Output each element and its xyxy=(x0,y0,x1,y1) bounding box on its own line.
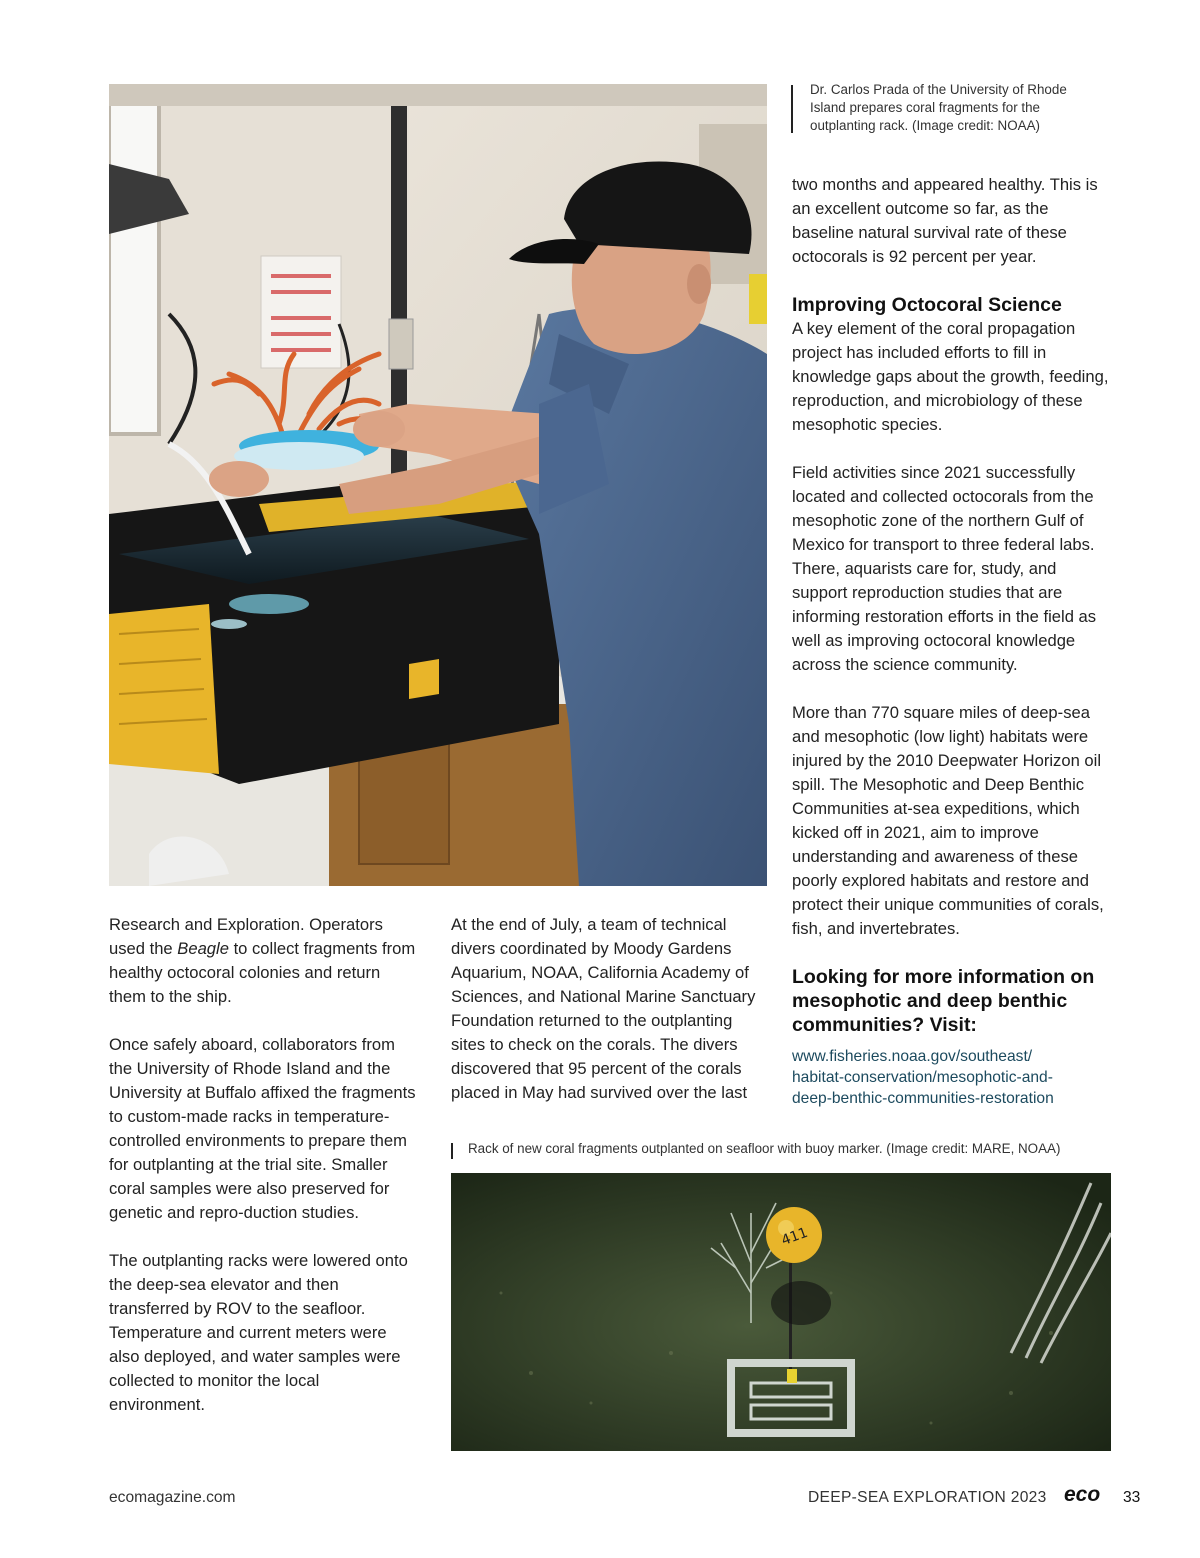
eco-logo: eco xyxy=(1064,1483,1101,1506)
footer-site: ecomagazine.com xyxy=(109,1489,236,1506)
paragraph: Once safely aboard, collaborators from the University of Rhode Island and the University at Buffalo affixed the fragments to custom-made racks in temperature-controlled environments to prepare them for outplanting at the trial site. Smaller coral samples were also preserved for genetic and repro-duction studies. xyxy=(109,1035,416,1222)
column-left xyxy=(109,913,419,1417)
column-middle xyxy=(451,913,769,1105)
caption-rule xyxy=(791,85,793,133)
resource-link-line[interactable]: deep-benthic-communities-restoration xyxy=(792,1090,1054,1107)
section-heading: Improving Octocoral Science xyxy=(792,294,1062,316)
seafloor-photo xyxy=(451,1173,1111,1451)
paragraph-text: Research and Exploration. Operators used the xyxy=(109,915,383,958)
column-right xyxy=(792,173,1112,1109)
paragraph: two months and appeared healthy. This is an excellent outcome so far, as the baseline natural survival rate of these octocorals is 92 percent per year. xyxy=(792,175,1098,266)
photo-caption-top: Dr. Carlos Prada of the University of Rhode Island prepares coral fragments for the outplanting rack. (Image credit: NOAA) xyxy=(810,82,1067,133)
paragraph: At the end of July, a team of technical divers coordinated by Moody Gardens Aquarium, NOAA, California Academy of Sciences, and National Marine Sanctuary Foundation returned to the outplanting sites to check on the corals. The divers discovered that 95 percent of the corals placed in May had survived over the last xyxy=(451,915,756,1102)
page-number: 33 xyxy=(1123,1489,1141,1506)
vessel-name: Beagle xyxy=(177,939,229,958)
paragraph-text: to collect fragments from healthy octocoral colonies and return them to the ship. xyxy=(109,939,416,1006)
lab-photo xyxy=(109,84,767,886)
info-heading: Looking for more information on mesophotic and deep benthic communities? Visit: xyxy=(792,966,1095,1036)
caption-rule xyxy=(451,1143,453,1159)
paragraph: A key element of the coral propagation project has included efforts to fill in knowledge gaps about the growth, feeding, reproduction, and microbiology of these mesophotic species. xyxy=(792,319,1109,434)
resource-link-line[interactable]: www.fisheries.noaa.gov/southeast/ xyxy=(792,1048,1033,1065)
buoy-marker-number: 411 xyxy=(779,1224,810,1249)
paragraph: The outplanting racks were lowered onto the deep-sea elevator and then transferred by ROV to the seafloor. Temperature and current meters were also deployed, and water samples were collected to monitor the local environment. xyxy=(109,1251,408,1414)
footer-issue: DEEP-SEA EXPLORATION 2023 xyxy=(808,1489,1047,1506)
seafloor-photo-illustration xyxy=(451,1173,1111,1451)
paragraph: Field activities since 2021 successfully located and collected octocorals from the mesophotic zone of the northern Gulf of Mexico for transport to three federal labs. There, aquarists care for, study, and support reproduction studies that are informing restoration efforts in the field as well as improving octocoral knowledge across the science community. xyxy=(792,463,1097,674)
lab-photo-illustration xyxy=(109,84,767,886)
photo-caption-bottom: Rack of new coral fragments outplanted on seafloor with buoy marker. (Image credit: MARE, NOAA) xyxy=(468,1141,1061,1156)
paragraph: More than 770 square miles of deep-sea and mesophotic (low light) habitats were injured by the 2010 Deepwater Horizon oil spill. The Mesophotic and Deep Benthic Communities at-sea expeditions, which kicked off in 2021, aim to improve understanding and awareness of these poorly explored habitats and restore and protect their unique communities of corals, fish, and invertebrates. xyxy=(792,703,1104,938)
resource-link-line[interactable]: habitat-conservation/mesophotic-and- xyxy=(792,1069,1053,1086)
resource-link[interactable] xyxy=(792,1046,1112,1109)
paragraph xyxy=(109,913,419,1009)
